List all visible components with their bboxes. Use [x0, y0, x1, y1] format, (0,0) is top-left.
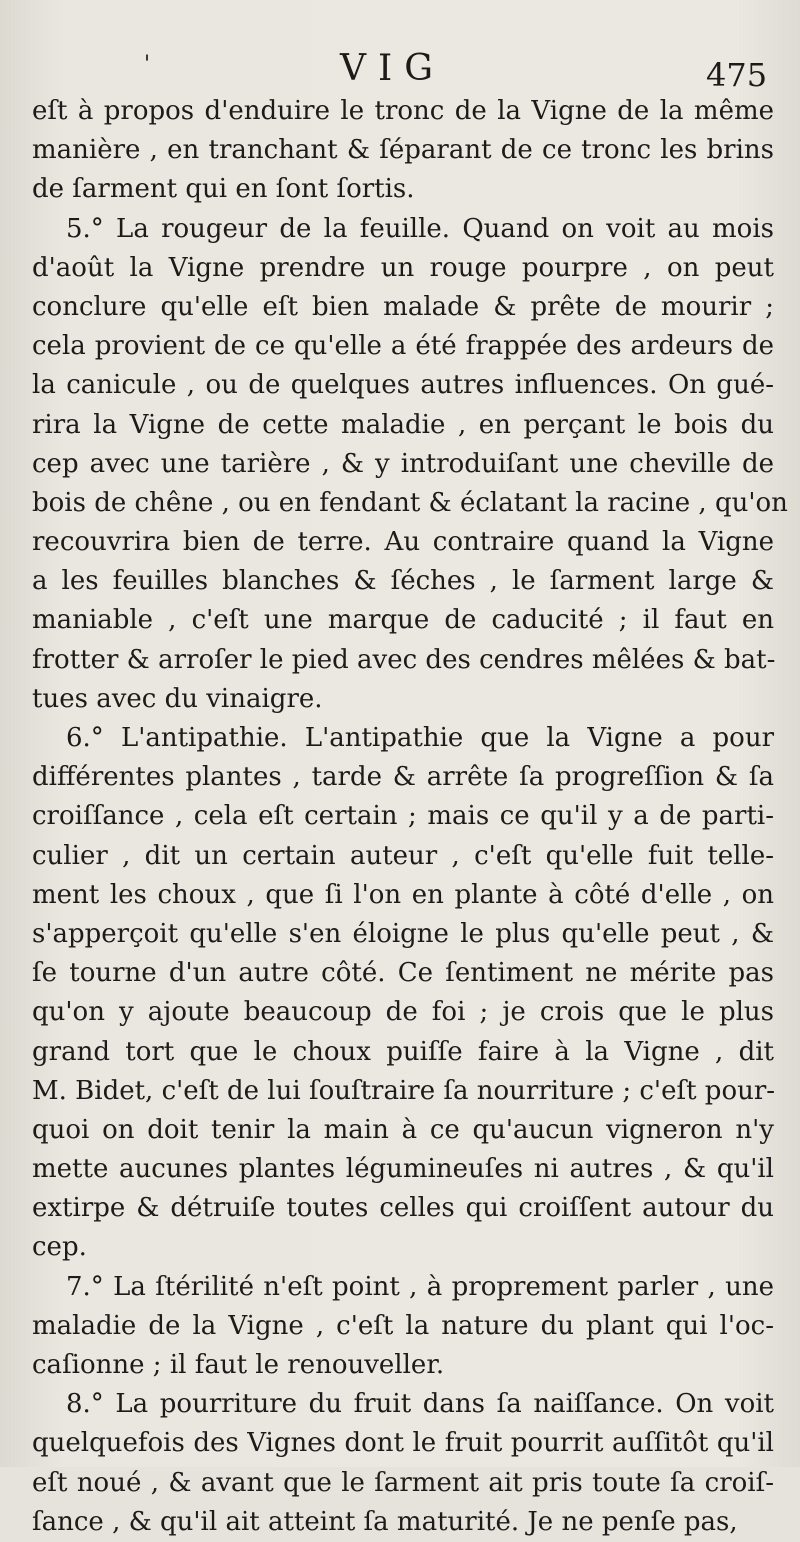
- text-line: ſe tourne d'un autre côté. Ce ſentiment ne mérite pas: [32, 958, 774, 989]
- text-line: bois de chêne , ou en fendant & éclatant la racine , qu'on: [32, 487, 788, 518]
- running-head: VIG: [340, 48, 445, 89]
- body-text: [32, 92, 788, 1542]
- paragraph: [32, 1385, 774, 1542]
- paragraph: [32, 719, 774, 1268]
- text-line: 5.° La rougeur de la feuille. Quand on voit au mois: [66, 213, 774, 244]
- text-line: ment les choux , que ſi l'on en plante à côté d'elle , on: [32, 879, 774, 910]
- text-line: cep.: [32, 1232, 87, 1263]
- text-line: maniable , c'eſt une marque de caducité ; il faut en: [32, 605, 774, 636]
- paragraph: [32, 1268, 774, 1386]
- text-line: cep avec une tarière , & y introduiſant une cheville de: [32, 448, 774, 479]
- text-line: s'apperçoit qu'elle s'en éloigne le plus qu'elle peut , &: [32, 918, 774, 949]
- paragraph: [32, 210, 788, 719]
- text-line: différentes plantes , tarde & arrête ſa progreſſion & ſa: [32, 762, 774, 793]
- text-line: manière , en tranchant & ſéparant de ce tronc les brins: [32, 135, 774, 166]
- text-line: M. Bidet, c'eſt de lui ſouſtraire ſa nourriture ; c'eſt pour-: [32, 1075, 776, 1106]
- text-line: 6.° L'antipathie. L'antipathie que la Vigne a pour: [66, 723, 774, 753]
- text-line: caſionne ; il faut le renouveller.: [32, 1350, 445, 1380]
- text-line: a les feuilles blanches & ſéches , le ſarment large &: [32, 566, 774, 597]
- paragraph: [32, 92, 774, 210]
- text-line: rira la Vigne de cette maladie , en perçant le bois du: [32, 409, 774, 440]
- printer-mark: ': [144, 52, 151, 77]
- page-header: [0, 48, 800, 98]
- text-line: quoi on doit tenir la main à ce qu'aucun vigneron n'y: [32, 1114, 774, 1145]
- text-line: culier , dit un certain auteur , c'eſt qu'elle fuit telle-: [32, 840, 774, 871]
- text-line: grand tort que le choux puiſſe faire à la Vigne , dit: [32, 1036, 774, 1067]
- text-line: frotter & arroſer le pied avec des cendres mêlées & bat-: [32, 644, 776, 675]
- text-line: ſance , & qu'il ait atteint ſa maturité. Je ne penſe pas,: [32, 1506, 738, 1537]
- text-line: d'août la Vigne prendre un rouge pourpre , on peut: [32, 252, 774, 283]
- text-line: la canicule , ou de quelques autres influences. On gué-: [32, 370, 774, 401]
- text-line: croiſſance , cela eſt certain ; mais ce qu'il y a de parti-: [32, 801, 774, 832]
- text-line: 8.° La pourriture du fruit dans ſa naiſſance. On voit: [66, 1389, 774, 1420]
- text-line: mette aucunes plantes légumineuſes ni autres , & qu'il: [32, 1154, 774, 1185]
- text-line: conclure qu'elle eſt bien malade & prête de mourir ;: [32, 291, 774, 322]
- text-line: de ſarment qui en ſont ſortis.: [32, 174, 415, 205]
- text-line: qu'on y ajoute beaucoup de foi ; je crois que le plus: [32, 997, 774, 1028]
- text-line: quelquefois des Vignes dont le fruit pourrit auſſitôt qu'il: [32, 1428, 774, 1459]
- page-number: 475: [706, 56, 768, 94]
- text-line: tues avec du vinaigre.: [32, 683, 323, 714]
- text-line: maladie de la Vigne , c'eſt la nature du plant qui l'oc-: [32, 1310, 774, 1341]
- text-line: recouvrira bien de terre. Au contraire quand la Vigne: [32, 527, 774, 558]
- text-line: eſt à propos d'enduire le tronc de la Vigne de la même: [32, 96, 774, 126]
- text-line: extirpe & détruiſe toutes celles qui croiſſent autour du: [32, 1193, 774, 1224]
- text-line: 7.° La ſtérilité n'eſt point , à proprement parler , une: [66, 1271, 774, 1302]
- text-line: eſt noué , & avant que le ſarment ait pris toute ſa croiſ-: [32, 1467, 774, 1498]
- text-line: cela provient de ce qu'elle a été frappée des ardeurs de: [32, 331, 774, 362]
